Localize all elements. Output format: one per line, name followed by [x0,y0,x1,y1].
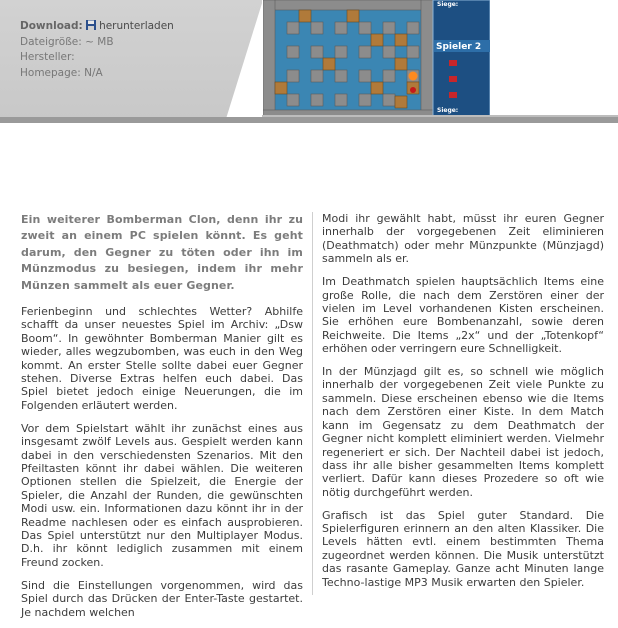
article-paragraph: Im Deathmatch spielen hauptsächlich Items eine große Rolle, die nach dem Zerstören einer der vielen im Level vorhandenen Kisten erscheinen. Sie erhöhen eure Bombenanzahl, sowie deren Reichweite. Die Items „2x“ und der „Totenkopf“ erhöhen oder verringern eure Schnelligkeit. [322,275,604,356]
article-paragraph: Vor dem Spielstart wählt ihr zunächst eines aus insgesamt zwölf Levels aus. Gespielt werden kann dabei in den verschiedensten Szenarios. Mit den Pfeiltasten könnt ihr dabei wählen. Die weiteren Optionen stellen die Spielzeit, die Energie der Spieler, die Anzahl der Runden, die gewünschten Modi usw. ein. Informationen dazu könnt ihr in der Readme nachlesen oder es einfach ausprobieren. Das Spiel unterstützt nur den Multiplayer Modus. D.h. ihr könnt lediglich zusammen mit einem Freund zocken. [21,421,303,569]
article-paragraph: Ferienbeginn und schlechtes Wetter? Abhilfe schafft da unser neuestes Spiel im Archiv: „Dsw Boom“. In gewöhnter Bomberman Manier gilt es wieder, alles wegzubomben, was euch in den Weg kommt. An erster Stelle sollte dabei euer Gegner stehen. Diverse Extras helfen euch dabei. Das Spiel bietet jedoch einige Neuerungen, die im Folgenden erläutert werden. [21,305,303,412]
article-paragraph: Modi ihr gewählt habt, müsst ihr euren Gegner innerhalb der vorgegebenen Zeit eliminieren (Deathmatch) oder mehr Münzpunkte (Münzjagd) sammeln als er. [322,212,604,266]
game-screenshot[interactable] [263,0,490,122]
column-divider [312,212,313,595]
article-right-column [322,212,604,599]
article-paragraph: Grafisch ist das Spiel guter Standard. Die Spielerfiguren erinnern an den alten Klassiker. Die Levels hätten evtl. einem bestimmten Thema zugeordnet werden können. Die Musik unterstützt das rasante Gameplay. Ganze acht Minuten lange Techno-lastige MP3 Musik erwarten den Spieler. [322,508,604,589]
player-label: Spieler 2 [436,42,482,52]
download-link[interactable]: herunterladen [99,20,174,32]
homepage-row: Homepage: N/A [20,67,103,80]
download-label: Download: [20,20,83,32]
siege-bottom-label: Siege: [437,107,459,114]
article-paragraph: Sind die Einstellungen vorgenommen, wird das Spiel durch das Drücken der Enter-Taste gestartet. Je nachdem welchen [21,578,303,619]
siege-top-label: Siege: [437,1,459,8]
header-band [0,0,618,122]
article-left-column [21,212,303,628]
article-paragraph: In der Münzjagd gilt es, so schnell wie möglich innerhalb der vorgegebenen Zeit viele Punkte zu sammeln. Diese erscheinen ebenso wie die Items nach dem Zerstören einer Kiste. In dem Match kann im Gegensatz zu dem Deathmatch der Gegner nicht komplett eliminiert werden. Vielmehr regeneriert er sich. Der Nachteil dabei ist jedoch, dass ihr alle bisher gesammelten Items komplett verliert. Dafür kann dieses Prozedere so oft wie nötig durchgeführt werden. [322,365,604,499]
game-info [20,19,174,82]
floppy-disk-icon [86,20,96,30]
header-bottom-bar [0,117,618,123]
game-screenshot-image [263,0,490,122]
game-info-panel [0,0,262,122]
article-intro: Ein weiterer Bomberman Clon, denn ihr zu zweit an einem PC spielen könnt. Es geht darum, den Gegner zu töten oder ihn im Münzmodus zu besiegen, indem ihr mehr Münzen sammelt als euer Gegner. [21,213,303,292]
manufacturer-row: Hersteller: [20,51,75,64]
download-row [20,19,174,35]
filesize-row: Dateigröße: ~ MB [20,35,114,48]
